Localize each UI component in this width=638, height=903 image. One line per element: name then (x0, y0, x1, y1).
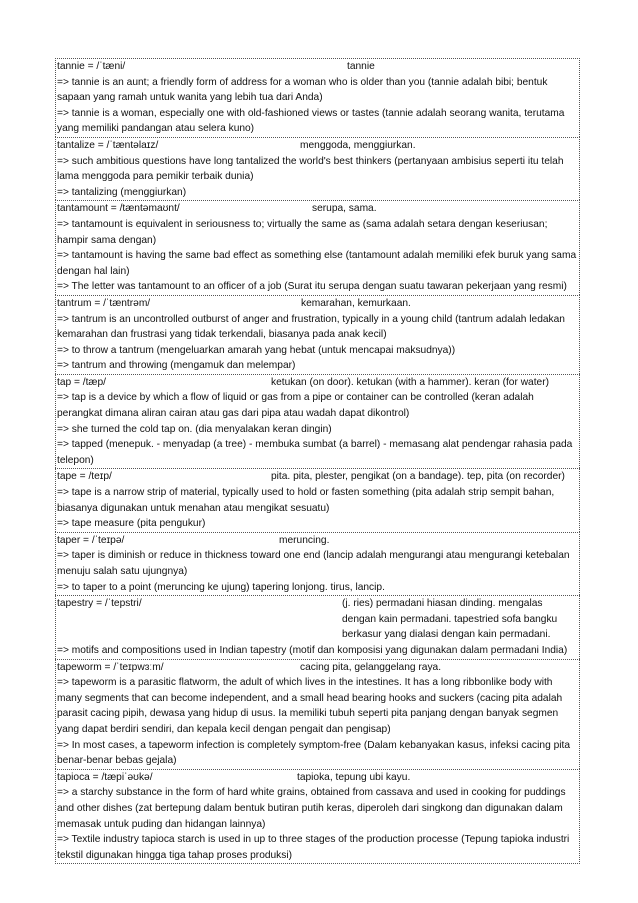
entry-headline (57, 375, 578, 391)
entry-term: tapioca = /tæpiˈəʊkə/ (57, 771, 153, 783)
entry-example-line: => to taper to a point (meruncing ke ujung) tapering lonjong. tirus, lancip. (57, 581, 385, 593)
entry-example-line: => tap is a device by which a flow of liquid or gas from a pipe or container can be controlled (keran adalah perangkat dimana aliran cairan atau gas dari pipa atau wadah dapat dikontrol) (57, 392, 534, 420)
entry-headline (57, 660, 578, 676)
entry-example-line: => tantamount is equivalent in seriousness to; virtually the same as (sama adalah setara dengan keseriusan; hampir sama dengan) (57, 218, 548, 246)
entry-headline (57, 59, 578, 75)
dictionary-entry (55, 295, 580, 374)
entry-meaning: tapioka, tepung ubi kayu. (297, 771, 411, 783)
dictionary-entry (55, 595, 580, 658)
entry-term: tannie = /ˈtæni/ (57, 61, 126, 72)
entry-meaning: (j. ries) permadani hiasan dinding. mengalas dengan kain permadani. tapestried sofa bangku berkasur yang dialasi dengan kain permadani. (342, 598, 558, 641)
entry-term: taper = /ˈteɪpə/ (57, 534, 125, 546)
entry-meaning: tannie (347, 61, 375, 72)
entry-headline (57, 770, 578, 786)
dictionary-entry (55, 200, 580, 295)
dictionary-entry (55, 468, 580, 531)
entry-example-line: => such ambitious questions have long tantalized the world's best thinkers (pertanyaan ambisius seperti itu telah lama menggoda para pemikir terbaik dunia) (57, 155, 564, 183)
entry-example-line: => tantamount is having the same bad effect as something else (tantamount adalah memiliki efek buruk yang sama dengan hal lain) (57, 250, 577, 277)
dictionary-page (55, 58, 580, 864)
entry-headline (57, 596, 578, 643)
entry-term: tape = /teɪp/ (57, 471, 112, 483)
entry-meaning: meruncing. (279, 534, 330, 546)
entry-headline (57, 533, 578, 549)
entry-example-line: => tape is a narrow strip of material, typically used to hold or fasten something (pita adalah strip sempit bahan, biasanya digunakan untuk menahan atau mengikat sesuatu) (57, 487, 555, 514)
entry-example-line: => tantalizing (menggiurkan) (57, 186, 187, 198)
entry-example-line: => Textile industry tapioca starch is used in up to three stages of the production processe (Tepung tapioka industri tekstil digunakan hingga tiga tahap proses produksi) (57, 834, 570, 861)
entry-example-line: => tantrum and throwing (mengamuk dan melempar) (57, 360, 296, 372)
entry-example-line: => tantrum is an uncontrolled outburst of anger and frustration, typically in a young child (tantrum adalah ledakan kemarahan dan frustrasi yang tidak terkendali, biasanya pada anak kecil) (57, 313, 565, 341)
entry-example-line: => motifs and compositions used in Indian tapestry (motif dan komposisi yang digunakan dalam permadani India) (57, 644, 568, 656)
entry-headline (57, 138, 578, 154)
entry-headline (57, 296, 578, 312)
entry-term: tapestry = /ˈtepstri/ (57, 598, 142, 610)
entry-example-line: => she turned the cold tap on. (dia menyalakan keran dingin) (57, 423, 332, 435)
dictionary-entry (55, 532, 580, 595)
entry-example-line: => tapped (menepuk. - menyadap (a tree) - membuka sumbat (a barrel) - memasang alat pendengar rahasia pada telepon) (57, 439, 573, 466)
dictionary-entry (55, 659, 580, 769)
entry-meaning: pita. pita, plester, pengikat (on a bandage). tep, pita (on recorder) (271, 471, 565, 483)
dictionary-entry (55, 137, 580, 200)
entry-term: tapeworm = /ˈteɪpwɜːm/ (57, 661, 164, 673)
entry-example-line: => a starchy substance in the form of hard white grains, obtained from cassava and used in cooking for puddings and other dishes (zat bertepung dalam bentuk butiran putih keras, diperoleh dari singkong dan digunakan dalam memasak untuk puding dan hidangan lainnya) (57, 787, 566, 830)
entry-meaning: kemarahan, kemurkaan. (301, 297, 411, 309)
entry-example-line: => to throw a tantrum (mengeluarkan amarah yang hebat (untuk mencapai maksudnya)) (57, 344, 456, 356)
entry-meaning: serupa, sama. (312, 203, 377, 215)
entry-meaning: cacing pita, gelanggelang raya. (300, 661, 442, 673)
dictionary-entry (55, 769, 580, 865)
entry-example-line: => taper is diminish or reduce in thickness toward one end (lancip adalah mengurangi atau mengurangi ketebalan menuju salah satu ujungnya) (57, 550, 570, 577)
entry-term: tantrum = /ˈtæntrəm/ (57, 297, 151, 309)
entry-example-line: => tapeworm is a parasitic flatworm, the adult of which lives in the intestines. It has a long ribbonlike body with many segments that can become independent, and a small head bearing hooks and suckers (cacing pita adalah parasit cacing pipih, dewasa yang hidup di usus. Ia memiliki tubuh seperti pita panjang dengan banyak segmen yang dapat berdiri sendiri, dan kepala kecil dengan pengait dan pengisap) (57, 677, 563, 735)
entry-example-line: => tannie is a woman, especially one with old-fashioned views or tastes (tannie adalah seorang wanita, terutama yang memiliki pandangan atau selera kuno) (57, 107, 565, 135)
dictionary-entry (55, 374, 580, 469)
dictionary-entry (55, 58, 580, 137)
entry-term: tap = /tæp/ (57, 376, 106, 388)
entry-meaning: ketukan (on door). ketukan (with a hammer). keran (for water) (271, 376, 550, 388)
entry-headline (57, 469, 578, 485)
entry-example-line: => tape measure (pita pengukur) (57, 518, 206, 530)
entry-term: tantalize = /ˈtæntəlaɪz/ (57, 139, 159, 151)
entry-headline (57, 201, 578, 217)
entry-meaning: menggoda, menggiurkan. (300, 139, 416, 151)
entry-example-line: => tannie is an aunt; a friendly form of address for a woman who is older than you (tannie adalah bibi; bentuk sapaan yang ramah untuk wanita yang lebih tua dari Anda) (57, 76, 548, 104)
entry-example-line: => In most cases, a tapeworm infection is completely symptom-free (Dalam kebanyakan kasus, infeksi cacing pita benar-benar bebas gejala) (57, 739, 570, 767)
entry-example-line: => The letter was tantamount to an officer of a job (Surat itu serupa dengan suatu tawaran pekerjaan yang resmi) (57, 281, 567, 293)
entry-term: tantamount = /tæntəmaʊnt/ (57, 203, 180, 215)
